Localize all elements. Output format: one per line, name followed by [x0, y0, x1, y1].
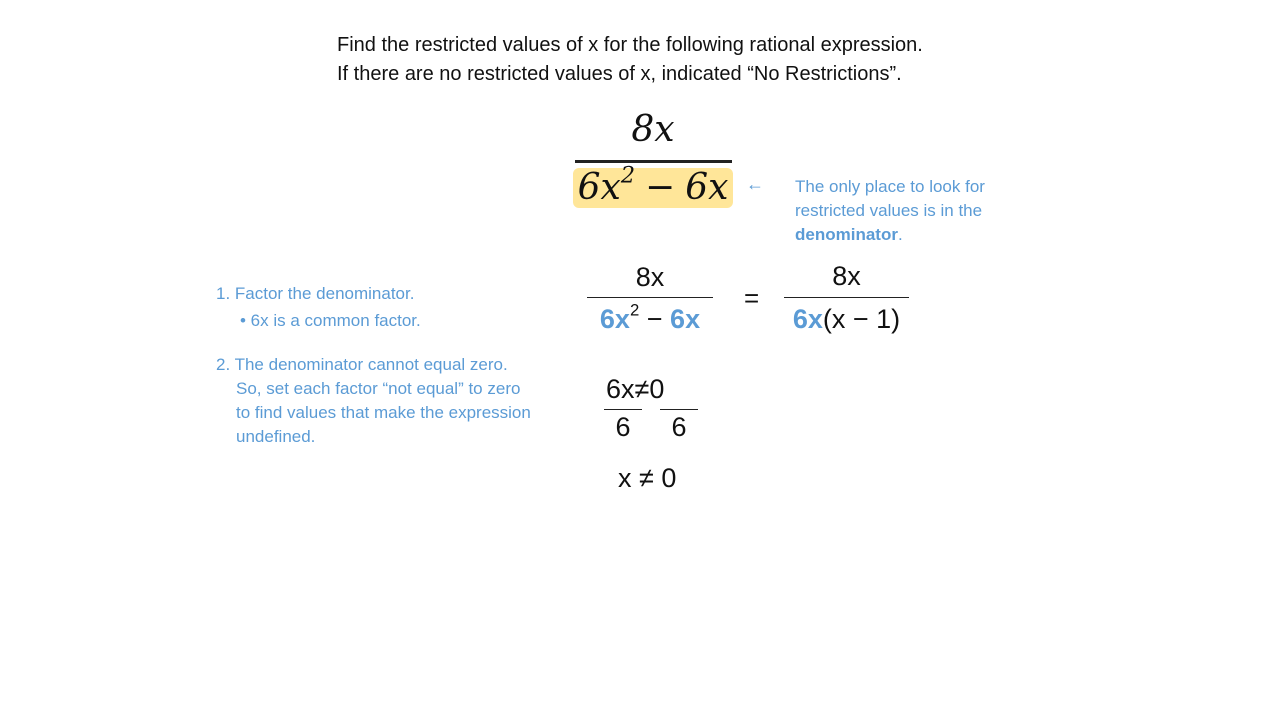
left-den-term2: 6x: [670, 304, 701, 334]
instruction-line-1: Find the restricted values of x for the following rational expression.: [337, 34, 923, 56]
solve-left-divisor: 6: [615, 412, 631, 442]
solve-right-divisor: 6: [671, 412, 687, 442]
denominator-term1: 6x: [577, 167, 621, 208]
left-den-exponent: 2: [629, 300, 640, 320]
solve-equation: [606, 374, 664, 405]
callout-body: The only place to look for restricted values is in the: [795, 177, 985, 220]
step-1-label: 1. Factor the denominator.: [216, 284, 415, 303]
factor-right-numerator: 8x: [832, 261, 861, 291]
factor-left-denominator: [587, 300, 713, 335]
solve-lhs: 6x: [606, 374, 635, 404]
right-den-factor1: 6x: [792, 304, 823, 334]
step-2-label: 2. The denominator cannot equal zero. So, set each factor “not equal” to zero to find values that make the expression undefined.: [216, 355, 531, 446]
solve-result: x ≠ 0: [618, 463, 677, 493]
solve-right-bar: [660, 409, 698, 410]
arrow-left-icon: ←: [746, 174, 764, 194]
solve-left-bar: [604, 409, 642, 410]
denominator-operator: −: [645, 167, 676, 208]
denominator-term2: 6x: [685, 167, 729, 208]
right-den-factor2: (x − 1): [822, 304, 901, 334]
callout-bold-word: denominator: [795, 225, 898, 244]
equals-sign: =: [744, 283, 760, 313]
callout-end: .: [897, 225, 903, 244]
solve-neq: ≠: [634, 374, 650, 404]
callout-text: [795, 175, 1010, 247]
solve-rhs: 0: [649, 374, 665, 404]
step-1-sub: • 6x is a common factor.: [240, 311, 421, 330]
left-den-term1: 6x: [599, 304, 630, 334]
factor-left-numerator: 8x: [635, 262, 665, 292]
factor-right-denominator: [784, 304, 909, 335]
main-numerator: 8x: [631, 109, 675, 150]
factor-right-bar: [784, 297, 909, 298]
denominator-exponent: 2: [620, 162, 636, 189]
left-den-operator: −: [639, 304, 671, 334]
main-fraction-bar: [575, 160, 732, 163]
main-denominator: [573, 162, 733, 208]
instruction-line-2: If there are no restricted values of x, indicated “No Restrictions”.: [337, 63, 902, 85]
factor-left-bar: [587, 297, 713, 298]
